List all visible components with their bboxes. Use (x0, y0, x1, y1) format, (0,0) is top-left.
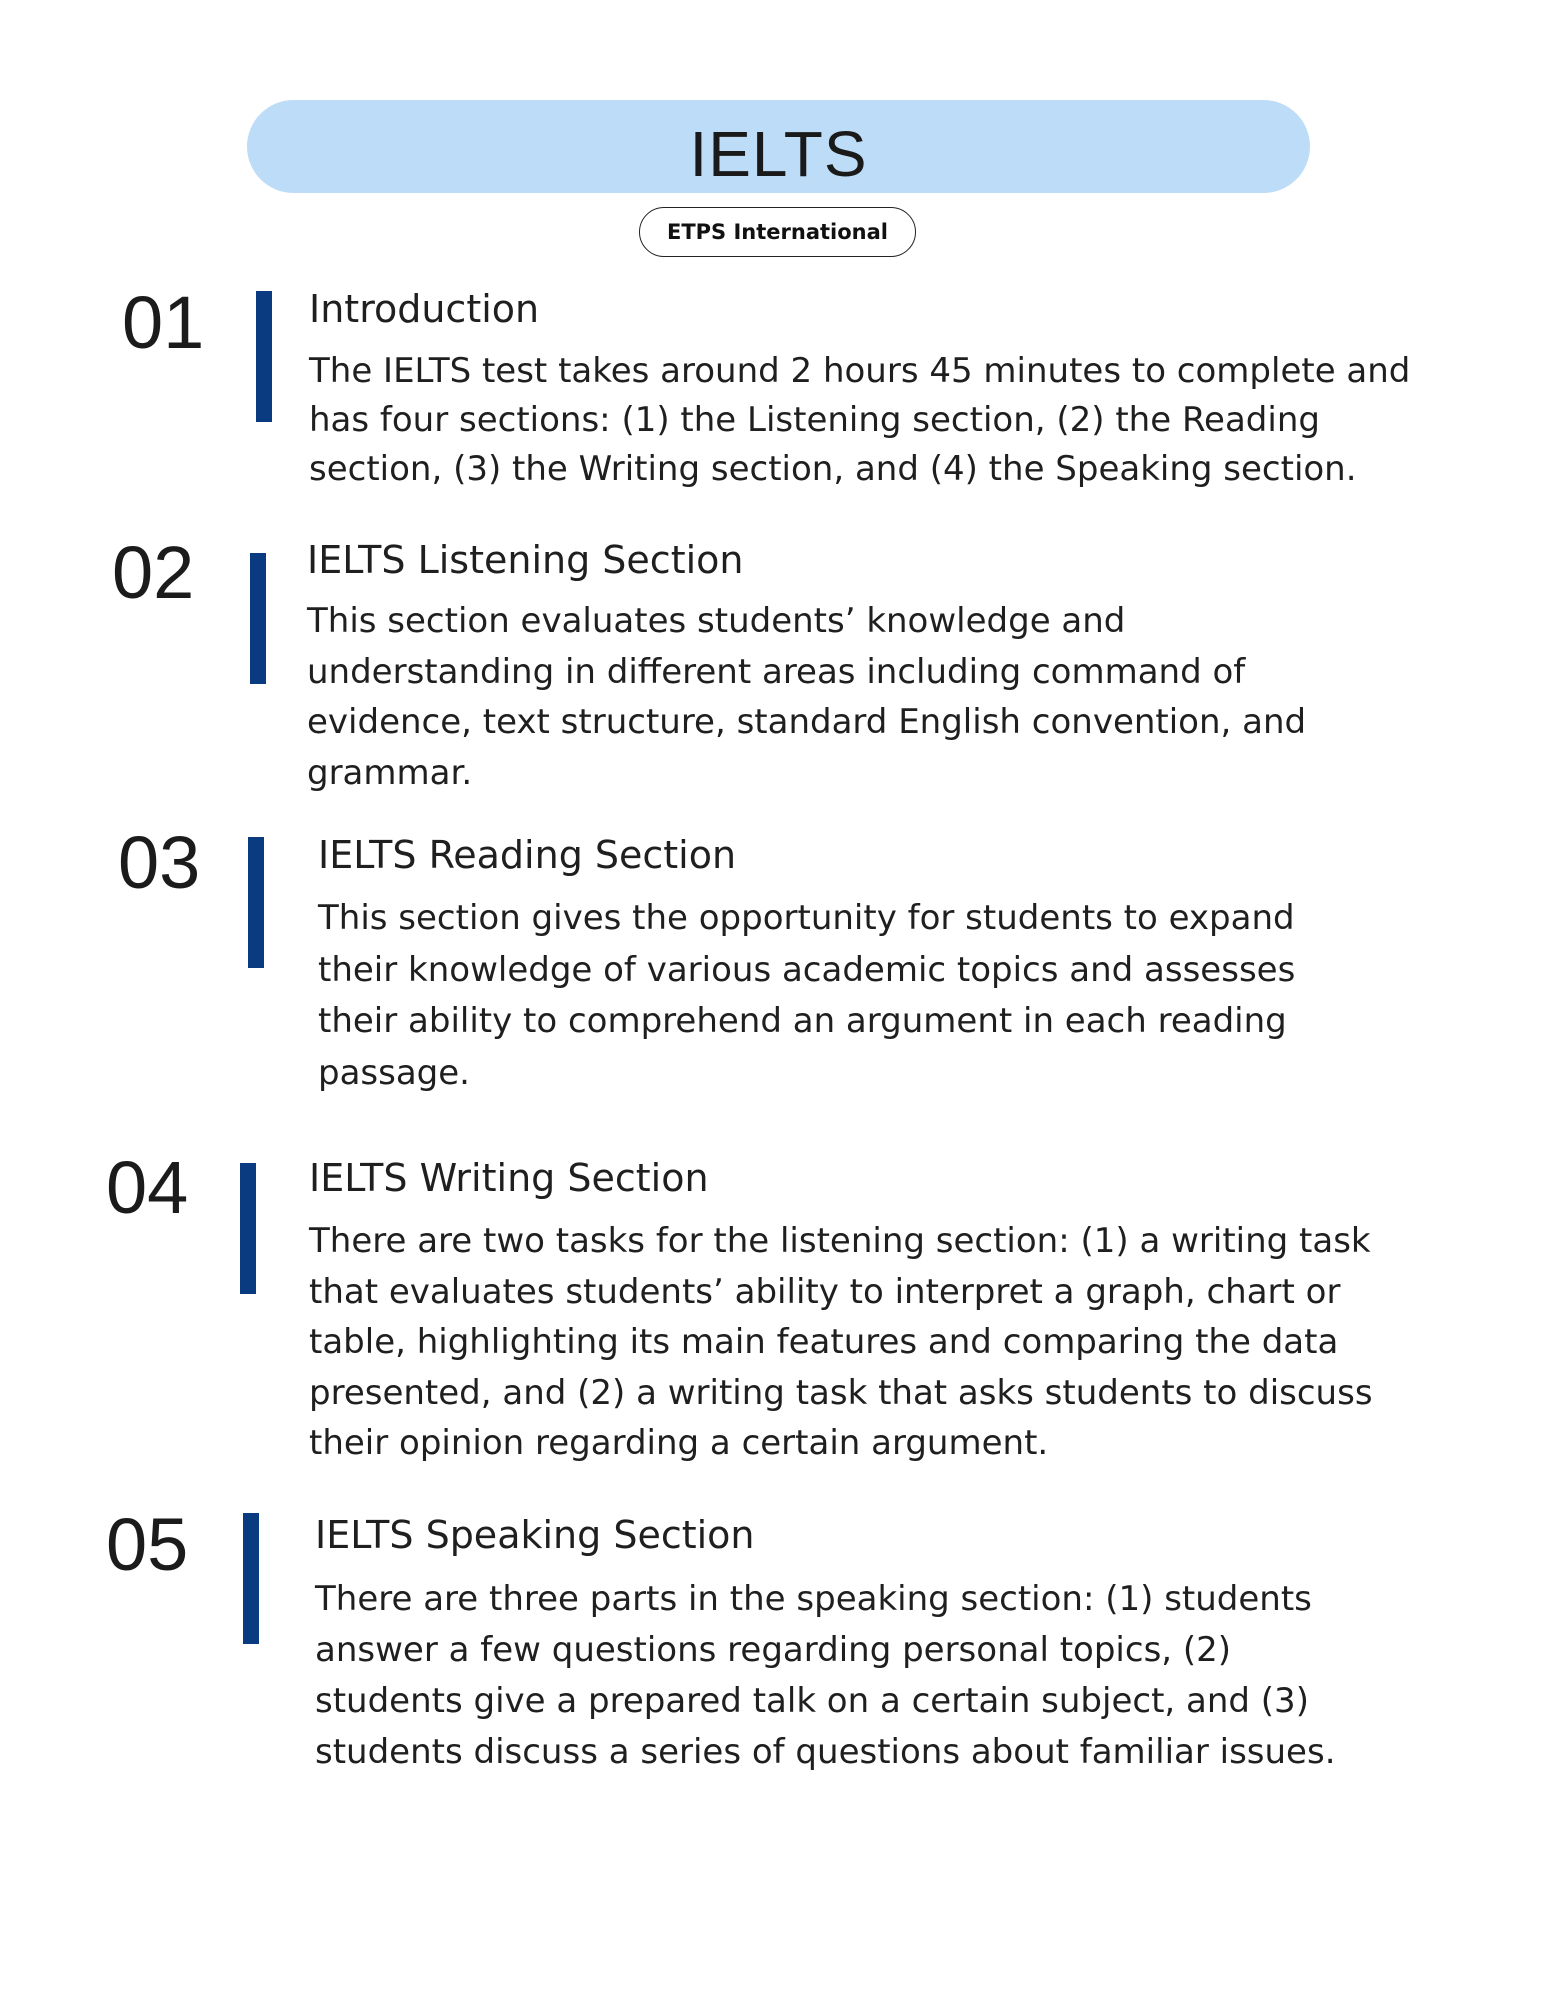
section-accent-bar (250, 553, 266, 684)
body-line: table, highlighting its main features and comparing the data (309, 1322, 1339, 1362)
section-number: 03 (118, 821, 201, 904)
section-body (309, 347, 1410, 494)
body-line: This section evaluates students’ knowledge and (307, 601, 1126, 641)
section-body (315, 1574, 1336, 1778)
section-heading: IELTS Writing Section (309, 1156, 709, 1200)
body-line: their opinion regarding a certain argument. (309, 1423, 1049, 1463)
body-line: grammar. (307, 752, 473, 793)
body-line: students discuss a series of questions about familiar issues. (315, 1732, 1336, 1772)
organization-name: ETPS International (666, 220, 888, 244)
section-number: 05 (106, 1503, 189, 1586)
body-line: evidence, text structure, standard English convention, and (307, 702, 1307, 742)
section-body (318, 893, 1295, 1099)
page-title: IELTS (689, 117, 868, 190)
body-line: their knowledge of various academic topics and assesses (318, 949, 1296, 990)
section-number: 01 (122, 281, 205, 364)
body-line: There are three parts in the speaking section: (1) students (315, 1579, 1312, 1619)
body-line: section, (3) the Writing section, and (4) the Speaking section. (309, 449, 1357, 489)
section-body (307, 596, 1306, 798)
body-line: This section gives the opportunity for students to expand (318, 898, 1295, 938)
body-line: presented, and (2) a writing task that asks students to discuss (309, 1372, 1373, 1413)
section-accent-bar (248, 837, 264, 968)
section-accent-bar (240, 1163, 256, 1294)
body-line: has four sections: (1) the Listening section, (2) the Reading (309, 400, 1320, 440)
body-line: answer a few questions regarding personal topics, (2) (315, 1630, 1232, 1670)
section-accent-bar (256, 291, 272, 422)
subtitle-badge (639, 207, 916, 257)
body-line: passage. (318, 1052, 470, 1093)
body-line: that evaluates students’ ability to interpret a graph, chart or (309, 1271, 1341, 1312)
body-line: There are two tasks for the listening section: (1) a writing task (309, 1221, 1371, 1261)
section-heading: IELTS Speaking Section (315, 1513, 755, 1557)
section-heading: IELTS Listening Section (307, 538, 744, 582)
body-line: The IELTS test takes around 2 hours 45 minutes to complete and (309, 351, 1411, 391)
section-body (309, 1216, 1373, 1469)
section-heading: IELTS Reading Section (318, 833, 737, 877)
section-heading: Introduction (309, 287, 540, 331)
title-banner (247, 100, 1310, 193)
body-line: students give a prepared talk on a certain subject, and (3) (315, 1681, 1309, 1721)
section-number: 02 (112, 531, 195, 614)
section-number: 04 (106, 1146, 189, 1229)
section-accent-bar (243, 1513, 259, 1644)
body-line: understanding in different areas including command of (307, 651, 1246, 692)
body-line: their ability to comprehend an argument in each reading (318, 1001, 1287, 1041)
